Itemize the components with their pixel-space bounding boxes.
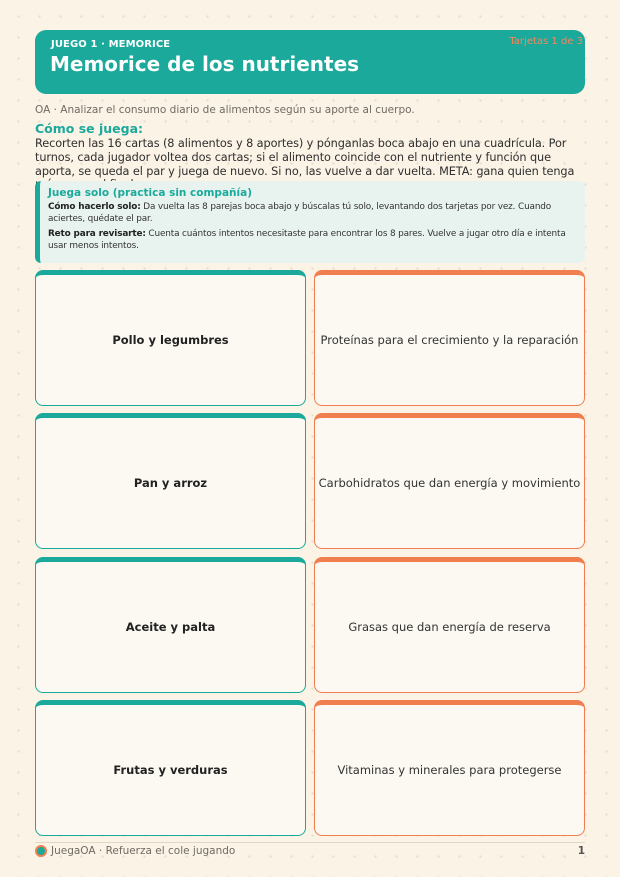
solo-check-text: Cuenta cuántos intentos necesitaste para encontrar los 8 pares. Vuelve a jugar otro día e intenta usar menos intentos. [48, 229, 566, 251]
juegaoa-logo-icon [35, 845, 47, 857]
footer [35, 843, 585, 859]
footer-brand: JuegaOA · Refuerza el cole jugando [51, 845, 236, 857]
nutrient-card: Vitaminas y minerales para protegerse [314, 700, 585, 836]
instructions-text: Recorten las 16 cartas (8 alimentos y 8 aportes) y pónganlas boca abajo en una cuadrícula. Por turnos, cada jugador voltea dos cartas; si el alimento coincide con el nutriente y función que aporta, se queda el par y juega de nuevo. Si no, las vuelve a dar vuelta. META: gana quien tenga [35, 137, 575, 178]
learning-objective: OA · Analizar el consumo diario de alimentos según su aporte al cuerpo. [35, 104, 415, 116]
instructions-heading: Cómo se juega: [35, 121, 144, 136]
nutrient-card: Grasas que dan energía de reserva [314, 557, 585, 693]
game-kicker: JUEGO 1 · MEMORICE [51, 39, 171, 50]
header-banner [35, 30, 585, 94]
nutrient-card: Carbohidratos que dan energía y movimiento [314, 413, 585, 549]
solo-check-label: Reto para revisarte: [48, 229, 146, 239]
solo-how-paragraph [48, 202, 575, 225]
food-card: Pollo y legumbres [35, 270, 306, 406]
solo-check-paragraph [48, 229, 575, 252]
food-card: Pan y arroz [35, 413, 306, 549]
solo-how-text: Da vuelta las 8 parejas boca abajo y búscalas tú solo, levantando dos tarjetas por vez. Cuando aciertes, quédate el par. [48, 202, 552, 224]
food-card: Frutas y verduras [35, 700, 306, 836]
page-title: Memorice de los nutrientes [50, 52, 360, 76]
solo-how-label: Cómo hacerlo solo: [48, 202, 141, 212]
sheet-tag: Tarjetas 1 de 3 [509, 36, 583, 47]
solo-heading: Juega solo (practica sin compañía) [48, 187, 252, 199]
solo-play-box [35, 181, 585, 263]
food-card: Aceite y palta [35, 557, 306, 693]
nutrient-card: Proteínas para el crecimiento y la reparación [314, 270, 585, 406]
page-number: 1 [577, 845, 585, 857]
